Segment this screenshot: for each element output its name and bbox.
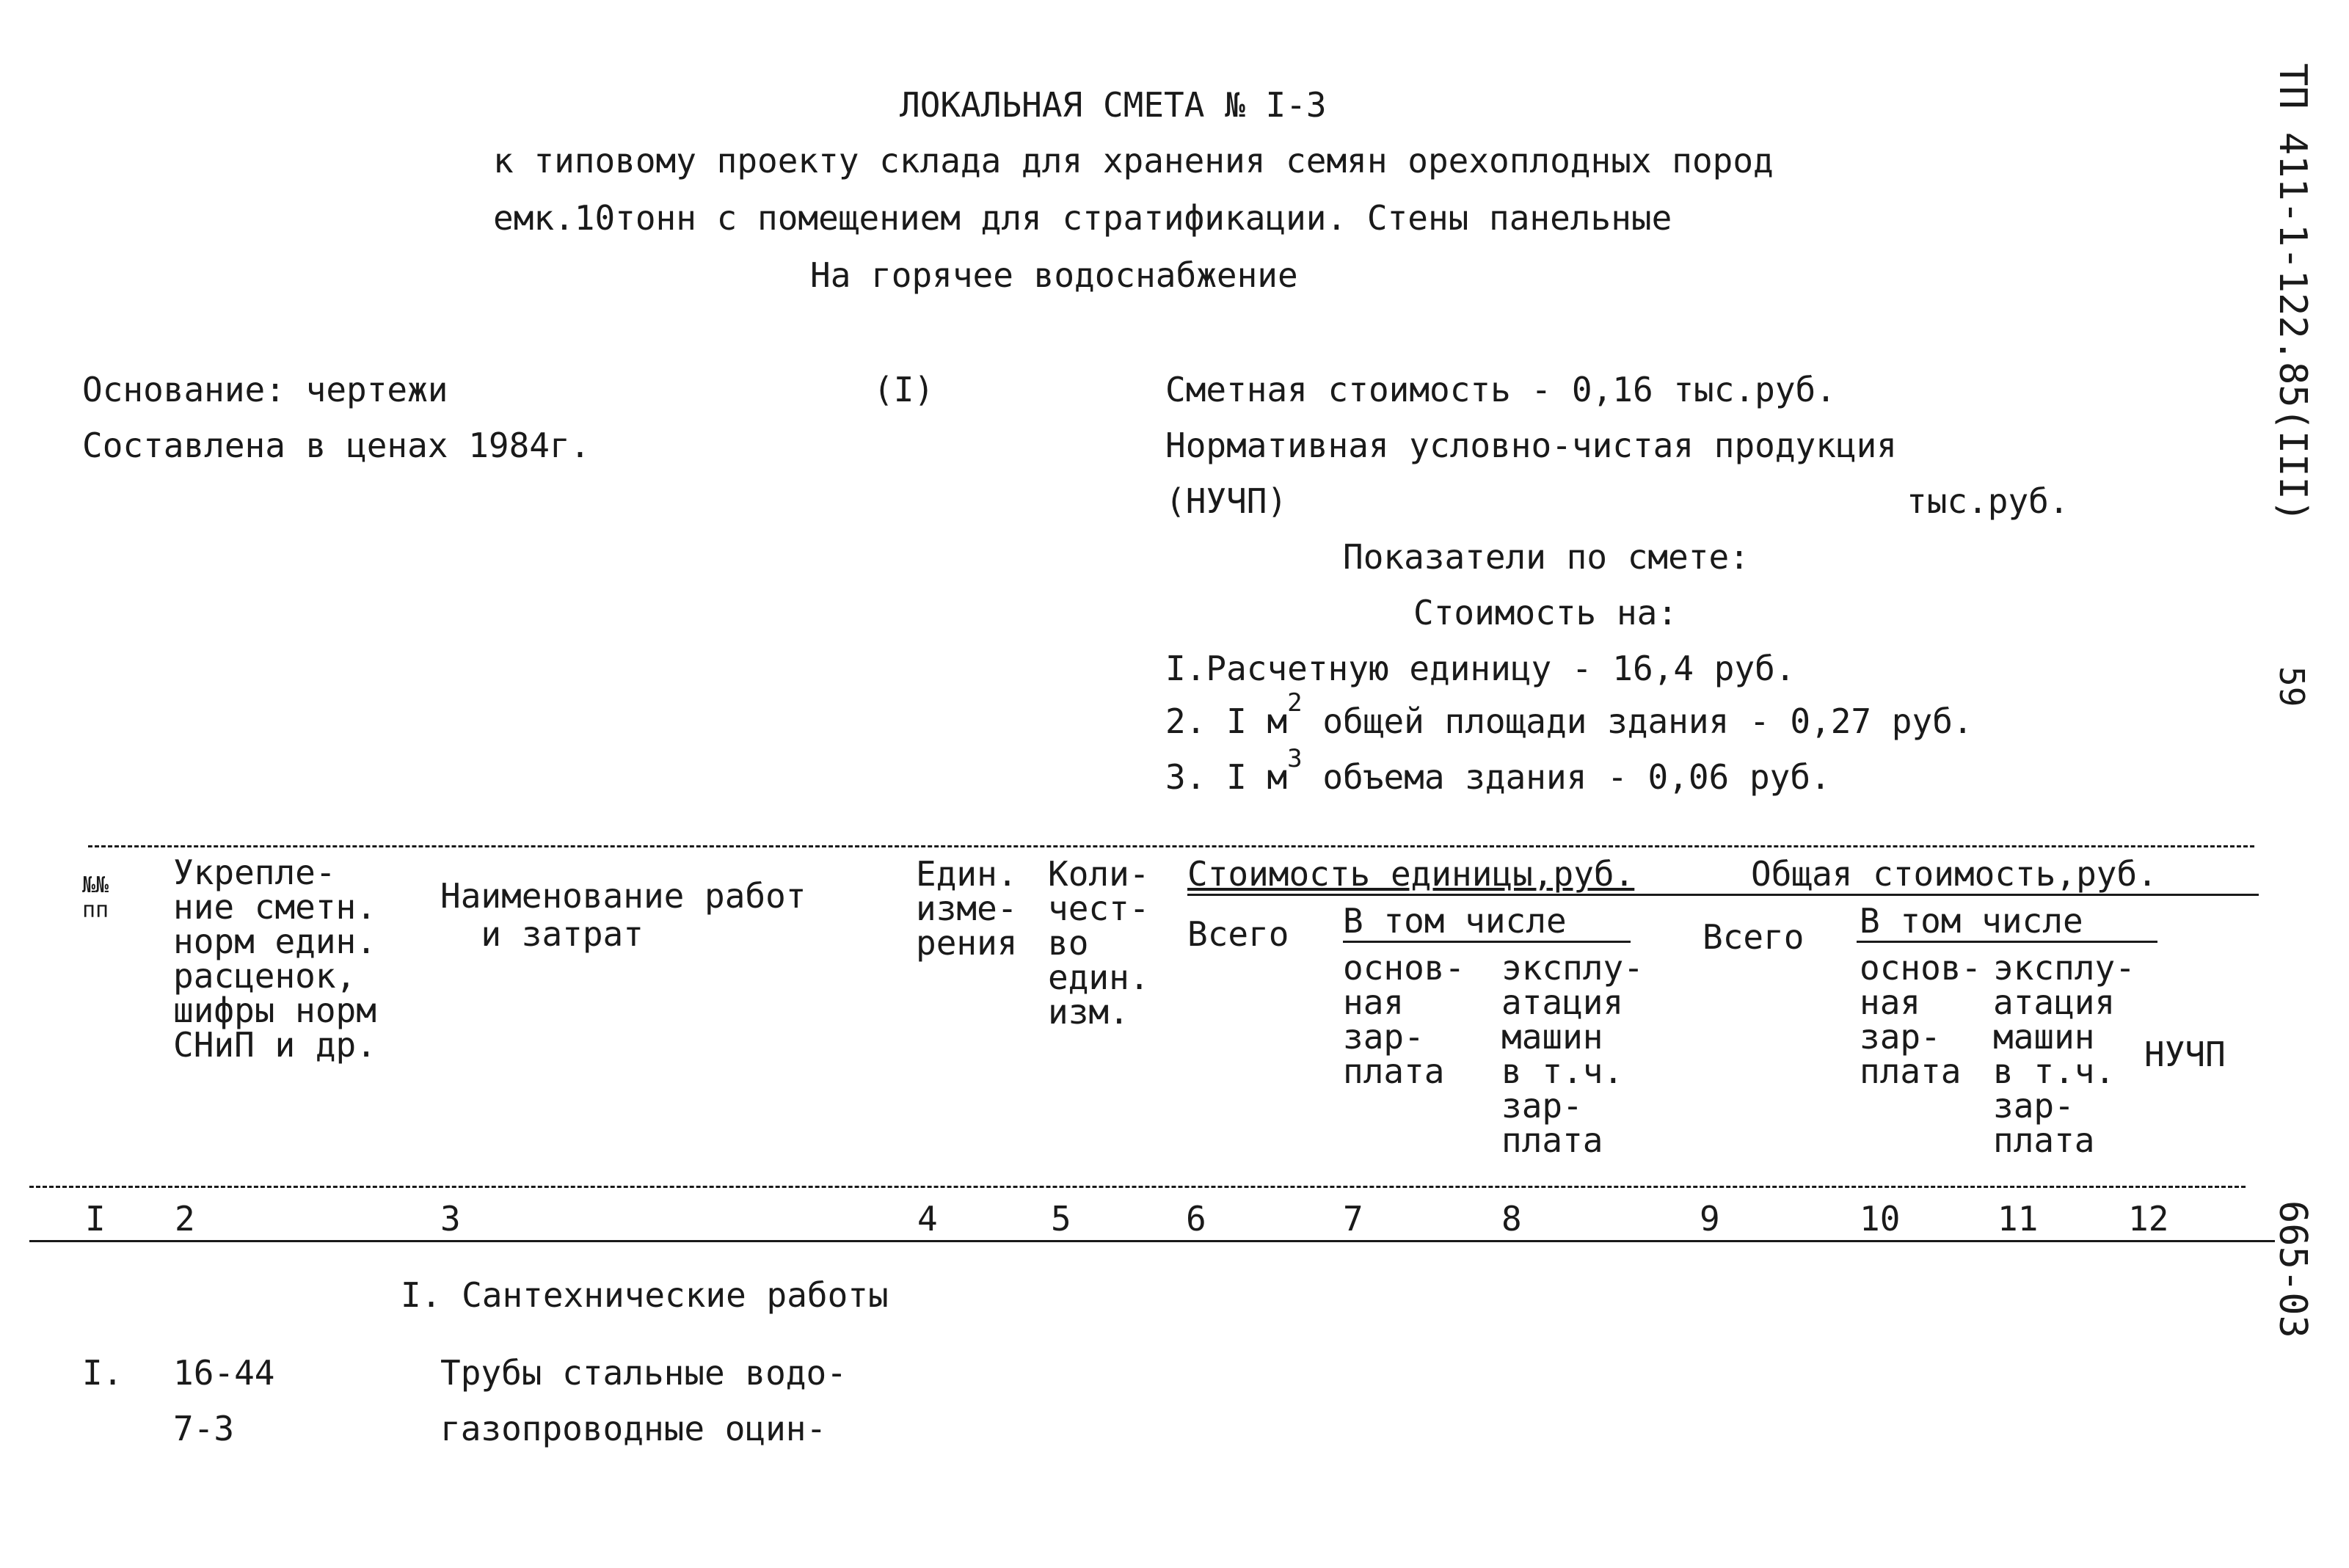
- header-total-salary: основ- ная зар- плата: [1860, 948, 1982, 1091]
- row-number: I.: [82, 1353, 123, 1393]
- sheet-code: 665-03: [2270, 1200, 2315, 1338]
- column-number: 2: [175, 1199, 195, 1239]
- column-number: 5: [1051, 1199, 1071, 1239]
- column-number: 4: [917, 1199, 938, 1239]
- estimate-subtitle-line1: к типовому проекту склада для хранения семян орехоплодных пород: [493, 141, 1774, 180]
- header-work-name: Наименование работ и затрат: [440, 876, 806, 954]
- column-number: 10: [1860, 1199, 1901, 1239]
- header-unit-total: Всего: [1187, 914, 1289, 954]
- prices-text: Составлена в ценах 1984г.: [82, 426, 591, 465]
- header-incl-total: В том числе: [1860, 901, 2083, 941]
- column-number: 7: [1343, 1199, 1363, 1239]
- estimate-title: ЛОКАЛЬНАЯ СМЕТА № I-3: [900, 85, 1327, 125]
- header-bottom-rule: [29, 1186, 2246, 1188]
- indicator-area-cost: 2. I $м^2$ общей площади здания - 0,27 руб.: [1165, 688, 1973, 741]
- column-number: 11: [1997, 1199, 2039, 1239]
- header-total-all: Всего: [1702, 917, 1804, 957]
- header-unit-machines: эксплу- атация машин в т.ч. зар- плата: [1501, 948, 1644, 1160]
- header-total-cost: Общая стоимость,руб.: [1751, 854, 2157, 894]
- page-number: 59: [2272, 666, 2312, 707]
- volume-number: (I): [873, 370, 935, 409]
- header-row-number: №№ пп: [82, 872, 109, 923]
- header-norm-code: Укрепле- ние сметн. норм един. расценок, шифры норм СНиП и др.: [173, 853, 376, 1065]
- cost-for-label: Стоимость на:: [1413, 593, 1678, 632]
- estimate-subtitle-line2: емк.10тонн с помещением для стратификации. Стены панельные: [493, 198, 1672, 238]
- column-number: I: [85, 1199, 106, 1239]
- incl-unit-rule: [1343, 941, 1631, 943]
- basis-text: Основание: чертежи: [82, 370, 448, 409]
- column-number: 8: [1501, 1199, 1522, 1239]
- indicator-unit-cost: I.Расчетную единицу - 16,4 руб.: [1165, 649, 1796, 688]
- header-incl-unit: В том числе: [1343, 901, 1567, 941]
- column-number: 3: [440, 1199, 461, 1239]
- nuchp-label: Нормативная условно-чистая продукция: [1165, 426, 1897, 465]
- header-unit-salary: основ- ная зар- плата: [1343, 948, 1465, 1091]
- row-work-name-line1: Трубы стальные водо-: [440, 1353, 847, 1393]
- table-top-rule: [88, 845, 2254, 847]
- indicators-title: Показатели по смете:: [1343, 537, 1749, 577]
- row-norm-code-line2: 7-3: [173, 1409, 235, 1448]
- header-unit-cost: Стоимость единицы,руб.: [1187, 854, 1635, 894]
- incl-total-rule: [1857, 941, 2157, 943]
- header-nuchp: НУЧП: [2144, 1035, 2226, 1074]
- header-quantity: Коли- чест- во един. изм.: [1048, 854, 1150, 1032]
- nuchp-abbr: (НУЧП): [1165, 481, 1288, 521]
- indicator-volume-cost: 3. I $м^3$ объема здания - 0,06 руб.: [1165, 744, 1831, 797]
- column-number: 6: [1186, 1199, 1206, 1239]
- column-numbers-rule: [29, 1240, 2275, 1242]
- column-number: 12: [2128, 1199, 2169, 1239]
- estimate-subtitle-line3: На горячее водоснабжение: [810, 255, 1298, 295]
- row-work-name-line2: газопроводные оцин-: [440, 1409, 827, 1448]
- header-total-machines: эксплу- атация машин в т.ч. зар- плата: [1993, 948, 2135, 1160]
- estimated-cost: Сметная стоимость - 0,16 тыс.руб.: [1165, 370, 1836, 409]
- column-number: 9: [1700, 1199, 1720, 1239]
- section-title: I. Сантехнические работы: [401, 1275, 889, 1315]
- nuchp-unit: тыс.руб.: [1906, 481, 2069, 521]
- row-norm-code-line1: 16-44: [173, 1353, 275, 1393]
- cost-group-rule: [1187, 894, 2259, 896]
- header-unit: Един. изме- рения: [916, 854, 1018, 963]
- project-code-stamp: ТП 411-1-122.85(III): [2270, 63, 2315, 523]
